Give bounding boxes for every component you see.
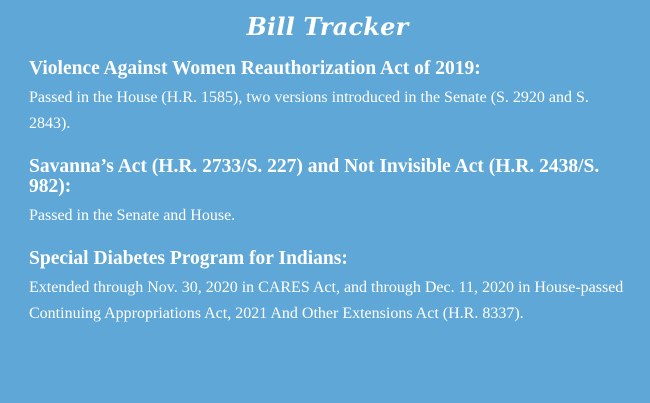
bill-entry-heading: Special Diabetes Program for Indians: [29,248,348,269]
bill-entry-savannas-act [29,157,626,229]
bill-entry-heading: Violence Against Women Reauthorization Act of 2019: [29,58,481,79]
bill-entry-status: Extended through Nov. 30, 2020 in CARES Act, and through Dec. 11, 2020 in House-passed Continuing Appropriations Act, 2021 And Other Extensions Act (H.R. 8337). [29,279,624,322]
bill-entry-special-diabetes-program [29,249,626,327]
bill-entry-status: Passed in the House (H.R. 1585), two versions introduced in the Senate (S. 2920 and S. 2843). [29,89,589,132]
bill-entry-heading: Savanna’s Act (H.R. 2733/S. 227) and Not Invisible Act (H.R. 2438/S. 982): [29,156,600,197]
bill-entry-status: Passed in the Senate and House. [29,207,236,224]
bill-tracker-title: Bill Tracker [246,12,409,41]
bill-entry-vawa [29,59,626,137]
